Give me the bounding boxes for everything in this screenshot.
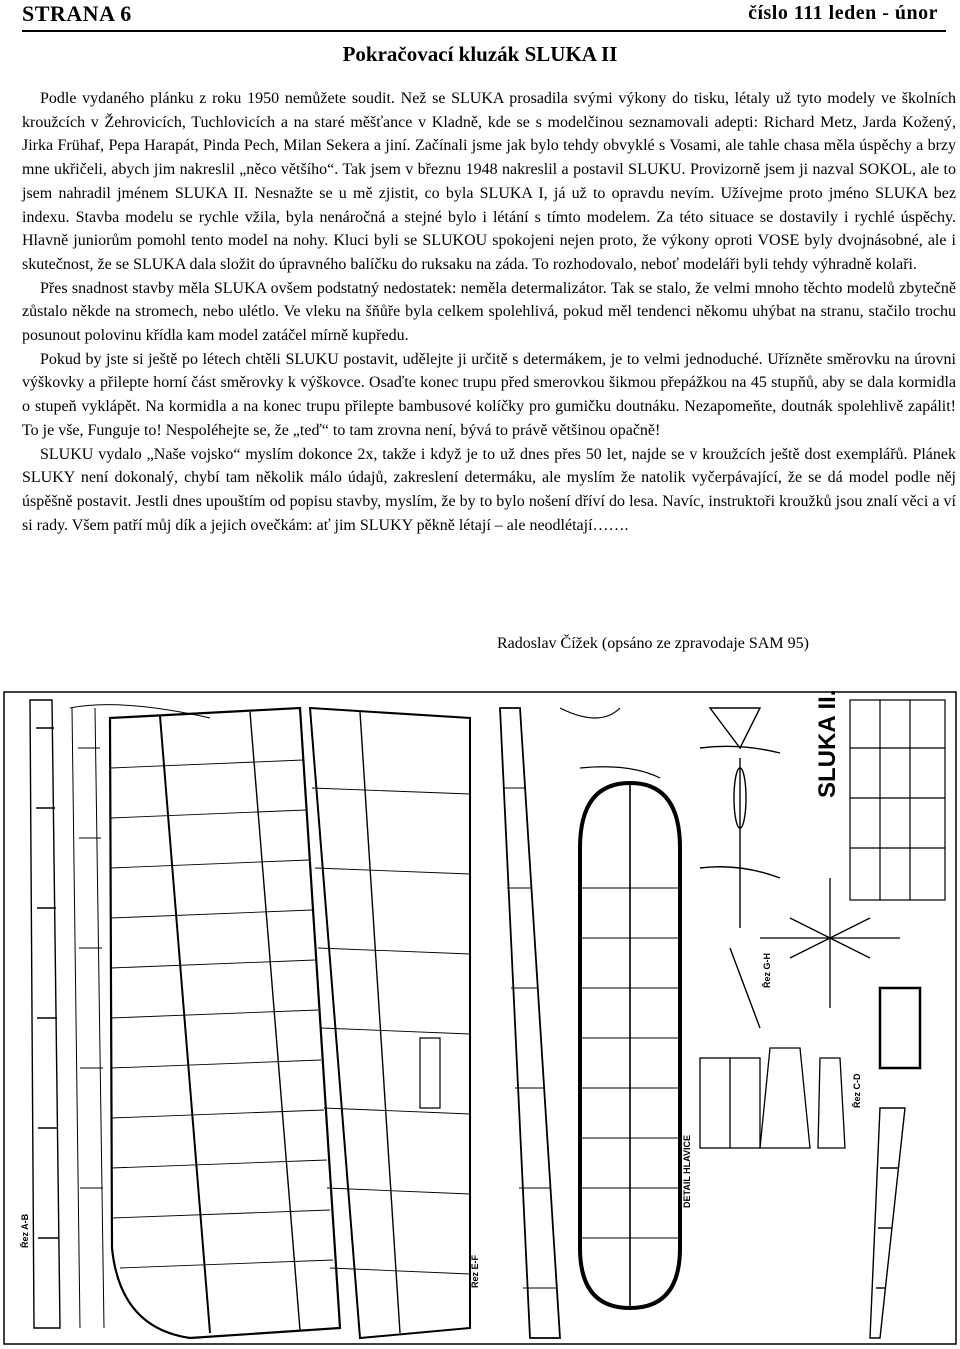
label-section-gh: Řez G-H xyxy=(762,952,772,988)
plan-svg xyxy=(0,688,960,1349)
paragraph-3: Pokud by jste si ještě po létech chtěli SLUKU postavit, udělejte ji určitě s determákem, je to velmi jednoduché. Uřízněte směrovku na úrovni výškovky a přilepte horní část směrovky k výškovce. Osaďte konec trupu před smerovkou šikmou přepážkou na 45 stupňů, aby se dala kormidla o stupeň vyklápět. Na kormidla a na konec trupu přilepte bambusové kolíčky pro gumičku doutnáku. Nezapomeňte, doutnák spolehlivě zapálit! To je vše, Funguje to! Nespoléhejte se, že „teď“ to tam zrovna není, bývá to právě většinou opačně! xyxy=(22,350,956,439)
label-section-ab: Řez A-B xyxy=(20,1213,30,1248)
author-signature: Radoslav Čížek (opsáno ze zpravodaje SAM 95) xyxy=(497,635,809,652)
paragraph-1: Podle vydaného plánku z roku 1950 nemůžete soudit. Než se SLUKA prosadila svými výkony do tisku, létaly už tyto modely ve školních kroužcích v Žehrovicích, Tuchlovicích a na staré měšťance v Kladně, kde se s modelčinou seznamovali adepti: Richard Metz, Jarda Kožený, Jirka Frühaf, Pepa Harapát, Pinda Pech, Milan Sekera a jiní. Začínali jsme jak bylo tehdy obvyklé s Vosami, ale tahle chasa měla úspěchy a brzy mne ukřičeli, abych jim nakreslil „něco většího“. Tak jsem v březnu 1948 nakreslil a postavil SLUKU. Provizorně jsem ji nazval SOKOL, ale to jsem nahradil jménem SLUKA II. Nesnažte se u mě zjistit, co byla SLUKA I, já už to opravdu nevím. Užívejme proto jméno SLUKA bez indexu. Stavba modelu se rychle vžila, byla nenáročná a stejné bylo i létání s tímto modelem. Za této situace se dostavily i rychlé úspěchy. Hlavně juniorům pomohl tento model na nohy. Kluci byli se SLUKOU spokojeni nejen proto, že výkony oproti VOSE byly dvojnásobné, ale i skutečnost, že se SLUKA dala složit do úpravného balíčku do ruksaku na záda. To rozhodovalo, neboť modeláři byli tehdy výhradně kolaři. xyxy=(22,90,956,273)
model-name-label: SLUKA II. xyxy=(814,689,841,798)
label-section-ef: Řez E-F xyxy=(470,1254,480,1288)
paragraph-4: SLUKU vydalo „Naše vojsko“ myslím dokonce 2x, takže i když je to už dnes přes 50 let, najde se v kroužcích ještě dost exemplářů. Plánek SLUKY není dokonalý, chybí tam několik málo údajů, zakreslení determáku, ale myslím že natolik vyčerpávající, že se dá model podle něj úspěšně postavit. Jestli dnes upouštím od popisu stavby, myslím, že by to bylo nošení dříví do lesa. Navíc, instruktoři kroužků jsou znalí věci a ví si rady. Všem patří můj dík a jejich ovečkám: ať jim SLUKY pěkně létají – ale neodlétají……. xyxy=(22,445,956,534)
issue-label: číslo 111 leden - únor xyxy=(748,2,938,24)
article-body xyxy=(22,87,956,537)
page-number: STRANA 6 xyxy=(22,1,132,26)
page-header xyxy=(22,0,946,32)
article-title: Pokračovací kluzák SLUKA II xyxy=(342,42,618,66)
paragraph-2: Přes snadnost stavby měla SLUKA ovšem podstatný nedostatek: neměla determalizátor. Tak se stalo, že velmi mnoho těchto modelů zbytečně zůstalo někde na stromech, nebo ulétlo. Ve vleku na šňůře byla celkem spolehlivá, pokud měl tendenci někomu uhýbat na stranu, stačilo trochu posunout polovinu křídla kam model zatáčel mírně kupředu. xyxy=(22,279,956,345)
label-detail-head: DETAIL HLAVICE xyxy=(682,1134,692,1208)
label-section-cd: Řez C-D xyxy=(852,1073,862,1108)
glider-plan-drawing xyxy=(0,688,960,1349)
